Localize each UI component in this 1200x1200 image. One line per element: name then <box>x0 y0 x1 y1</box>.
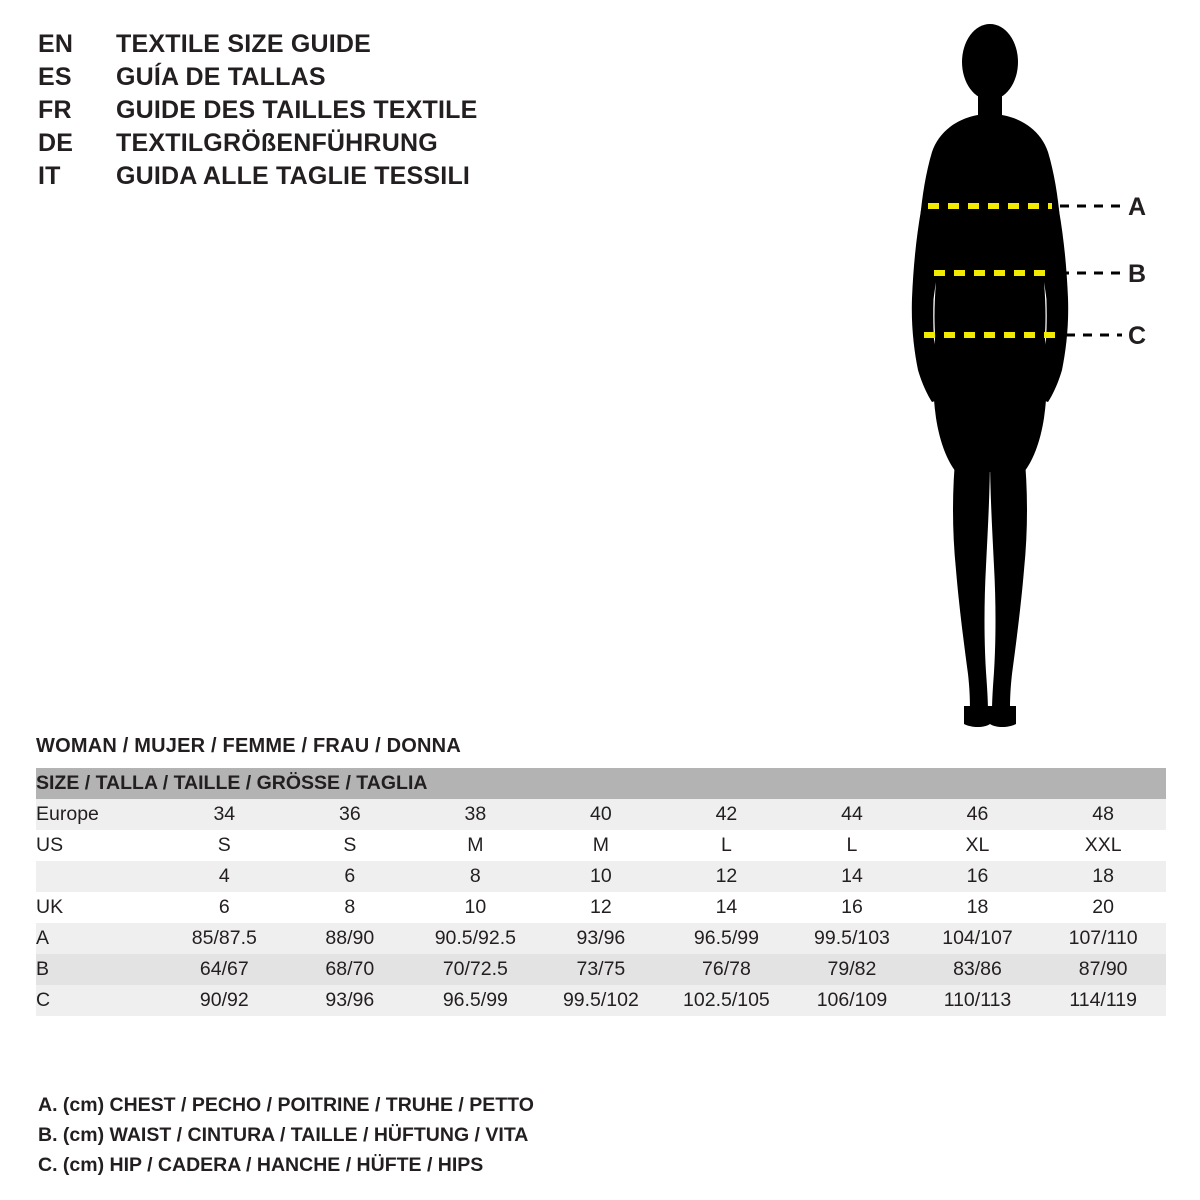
language-code-it: IT <box>38 162 61 190</box>
footnote-chest: A. (cm) CHEST / PECHO / POITRINE / TRUHE / PETTO <box>38 1094 534 1116</box>
cell-usnum-4: 12 <box>664 861 790 892</box>
cell-uk-3: 12 <box>538 892 664 923</box>
language-row <box>38 129 638 162</box>
cell-usnum-7: 18 <box>1040 861 1166 892</box>
table-row <box>36 830 1166 861</box>
cell-a-3: 93/96 <box>538 923 664 954</box>
cell-europe-6: 46 <box>915 799 1041 830</box>
cell-europe-3: 40 <box>538 799 664 830</box>
cell-europe-2: 38 <box>413 799 539 830</box>
cell-usnum-3: 10 <box>538 861 664 892</box>
cell-europe-5: 44 <box>789 799 915 830</box>
row-label-c: C <box>36 985 162 1016</box>
cell-usnum-1: 6 <box>287 861 413 892</box>
cell-c-6: 110/113 <box>915 985 1041 1016</box>
table-row <box>36 923 1166 954</box>
cell-europe-7: 48 <box>1040 799 1166 830</box>
cell-c-5: 106/109 <box>789 985 915 1016</box>
footnote-waist: B. (cm) WAIST / CINTURA / TAILLE / HÜFTUNG / VITA <box>38 1124 529 1146</box>
cell-usnum-6: 16 <box>915 861 1041 892</box>
row-label-b: B <box>36 954 162 985</box>
cell-a-6: 104/107 <box>915 923 1041 954</box>
measure-letter-a: A <box>1128 193 1147 221</box>
cell-europe-0: 34 <box>162 799 288 830</box>
table-row <box>36 985 1166 1016</box>
cell-uk-7: 20 <box>1040 892 1166 923</box>
cell-a-1: 88/90 <box>287 923 413 954</box>
cell-c-4: 102.5/105 <box>664 985 790 1016</box>
size-table-block <box>36 735 1166 1016</box>
language-row <box>38 30 638 63</box>
cell-c-0: 90/92 <box>162 985 288 1016</box>
table-header-row <box>36 768 1166 799</box>
cell-us-1: S <box>287 830 413 861</box>
cell-c-1: 93/96 <box>287 985 413 1016</box>
cell-uk-2: 10 <box>413 892 539 923</box>
row-label-a: A <box>36 923 162 954</box>
cell-us-0: S <box>162 830 288 861</box>
language-code-fr: FR <box>38 96 72 124</box>
cell-us-4: L <box>664 830 790 861</box>
language-row <box>38 96 638 129</box>
table-row <box>36 892 1166 923</box>
table-row <box>36 954 1166 985</box>
cell-a-7: 107/110 <box>1040 923 1166 954</box>
row-label-us: US <box>36 830 162 861</box>
cell-b-4: 76/78 <box>664 954 790 985</box>
table-row <box>36 861 1166 892</box>
cell-usnum-5: 14 <box>789 861 915 892</box>
cell-usnum-2: 8 <box>413 861 539 892</box>
cell-b-3: 73/75 <box>538 954 664 985</box>
cell-uk-1: 8 <box>287 892 413 923</box>
measurement-legend <box>38 1090 938 1180</box>
table-header-label: SIZE / TALLA / TAILLE / GRÖSSE / TAGLIA <box>36 768 1166 799</box>
cell-b-1: 68/70 <box>287 954 413 985</box>
female-silhouette-icon <box>860 10 1190 740</box>
cell-a-5: 99.5/103 <box>789 923 915 954</box>
cell-a-4: 96.5/99 <box>664 923 790 954</box>
female-body-diagram <box>860 10 1190 740</box>
size-table <box>36 768 1166 1016</box>
language-row <box>38 63 638 96</box>
language-title-list <box>38 30 638 195</box>
language-code-de: DE <box>38 129 74 157</box>
cell-c-3: 99.5/102 <box>538 985 664 1016</box>
table-row <box>36 799 1166 830</box>
cell-usnum-0: 4 <box>162 861 288 892</box>
cell-b-6: 83/86 <box>915 954 1041 985</box>
cell-us-5: L <box>789 830 915 861</box>
language-title-en: TEXTILE SIZE GUIDE <box>116 30 372 58</box>
row-label-europe: Europe <box>36 799 162 830</box>
cell-us-7: XXL <box>1040 830 1166 861</box>
cell-uk-0: 6 <box>162 892 288 923</box>
measure-letter-c: C <box>1128 322 1147 350</box>
language-row <box>38 162 638 195</box>
cell-c-2: 96.5/99 <box>413 985 539 1016</box>
cell-europe-4: 42 <box>664 799 790 830</box>
cell-uk-5: 16 <box>789 892 915 923</box>
language-title-it: GUIDA ALLE TAGLIE TESSILI <box>116 162 471 190</box>
gender-label: WOMAN / MUJER / FEMME / FRAU / DONNA <box>36 735 461 757</box>
language-code-en: EN <box>38 30 74 58</box>
cell-uk-6: 18 <box>915 892 1041 923</box>
language-code-es: ES <box>38 63 72 91</box>
cell-b-2: 70/72.5 <box>413 954 539 985</box>
cell-us-3: M <box>538 830 664 861</box>
language-title-de: TEXTILGRÖßENFÜHRUNG <box>116 129 438 157</box>
cell-b-0: 64/67 <box>162 954 288 985</box>
footnote-hip: C. (cm) HIP / CADERA / HANCHE / HÜFTE / HIPS <box>38 1154 484 1176</box>
row-label-uk: UK <box>36 892 162 923</box>
cell-c-7: 114/119 <box>1040 985 1166 1016</box>
cell-europe-1: 36 <box>287 799 413 830</box>
cell-us-6: XL <box>915 830 1041 861</box>
cell-a-0: 85/87.5 <box>162 923 288 954</box>
language-title-es: GUÍA DE TALLAS <box>116 63 326 91</box>
cell-us-2: M <box>413 830 539 861</box>
cell-uk-4: 14 <box>664 892 790 923</box>
language-title-fr: GUIDE DES TAILLES TEXTILE <box>116 96 478 124</box>
cell-b-5: 79/82 <box>789 954 915 985</box>
cell-b-7: 87/90 <box>1040 954 1166 985</box>
row-label-us-numeric <box>36 861 162 892</box>
measure-letter-b: B <box>1128 260 1147 288</box>
cell-a-2: 90.5/92.5 <box>413 923 539 954</box>
